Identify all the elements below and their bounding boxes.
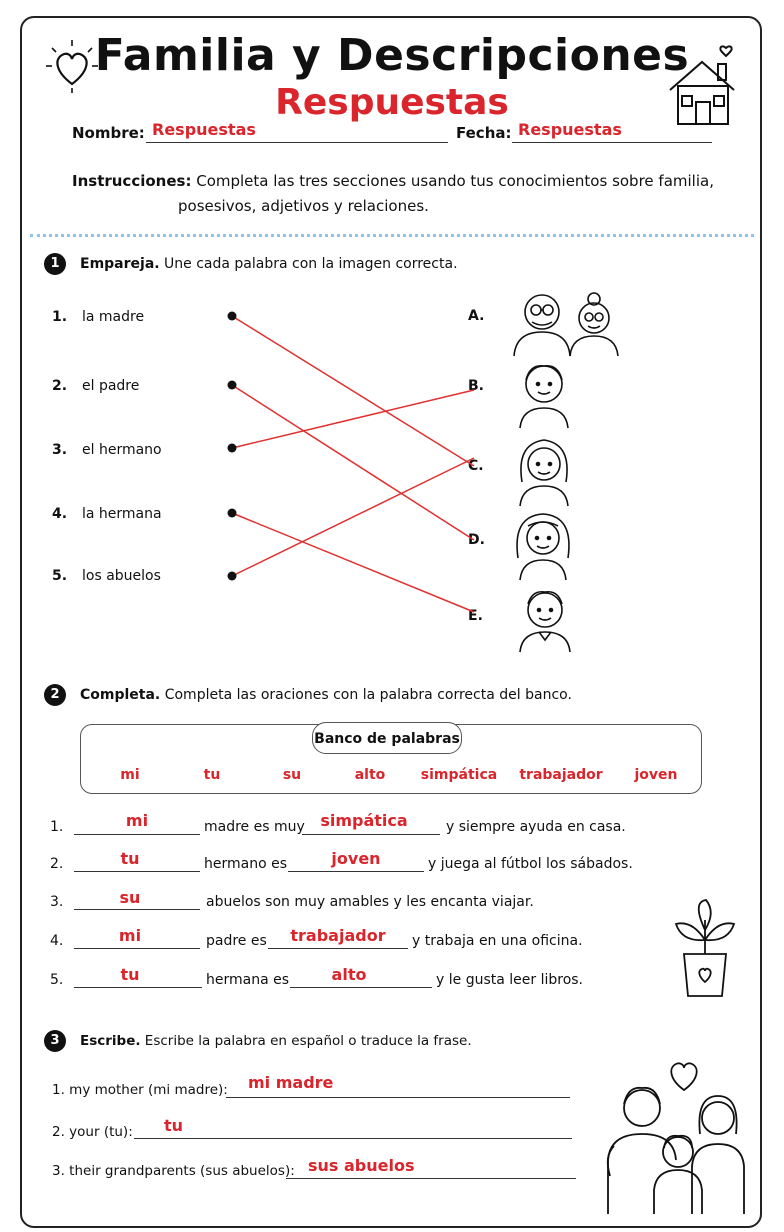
match-line-1 [232,316,474,466]
sentence-5-answer-1: tu [120,965,140,984]
family-illustration [600,1056,750,1216]
match-num-4: 4. [52,506,68,522]
section1-heading: Empareja. [80,256,160,272]
sentence-1-blank-1[interactable] [74,834,200,835]
match-word-3: el hermano [82,442,162,458]
match-num-1: 1. [52,309,68,325]
translate-blank-3[interactable] [286,1178,576,1179]
match-letter-d: D. [468,532,485,548]
sentence-1-text: madre es muy [204,819,305,835]
sentence-1-answer-2: simpática [320,811,408,830]
match-letter-c: C. [468,458,484,474]
match-line-3 [232,390,474,448]
sentence-2-blank-2[interactable] [288,871,424,872]
sentence-2-text: hermano es [204,856,288,872]
match-line-4 [232,513,474,612]
sentence-3-answer-1: su [119,888,141,907]
sentence-5-num: 5. [50,972,64,988]
bank-word-su: su [282,767,302,783]
section2-number: 2 [44,684,66,706]
sentence-1-end: y siempre ayuda en casa. [446,819,626,835]
sentence-3-blank-1[interactable] [74,909,200,910]
bank-word-joven: joven [634,767,678,783]
match-num-2: 2. [52,378,68,394]
section1-number: 1 [44,253,66,275]
sentence-1-answer-1: mi [125,811,149,830]
sentence-4-num: 4. [50,933,64,949]
match-word-5: los abuelos [82,568,161,584]
translate-answer-2: tu [164,1116,184,1135]
section3-heading: Escribe. [80,1033,141,1049]
bank-word-trabajador: trabajador [519,767,603,783]
match-letter-e: E. [468,608,483,624]
sentence-3-text: abuelos son muy amables y les encanta viajar. [206,894,534,910]
date-label: Fecha: [456,124,512,142]
sentence-2-num: 2. [50,856,64,872]
sentence-5-blank-1[interactable] [74,987,202,988]
match-dot-5[interactable] [228,572,237,581]
section2-heading: Completa. [80,687,161,703]
section3-description: Escribe la palabra en español o traduce la frase. [144,1033,472,1049]
word-bank-title: Banco de palabras [312,722,462,754]
sentence-4-end: y trabaja en una oficina. [412,933,583,949]
bank-word-simpatica: simpática [420,767,498,783]
sentence-5-text: hermana es [206,972,290,988]
bank-word-mi: mi [120,767,140,783]
name-label: Nombre: [72,124,145,142]
sentence-2-end: y juega al fútbol los sábados. [428,856,633,872]
mother-icon [512,434,576,508]
match-word-2: el padre [82,378,140,394]
translate-prompt-3: 3. their grandparents (sus abuelos): [52,1163,295,1179]
match-word-4: la hermana [82,506,162,522]
match-dot-2[interactable] [228,381,237,390]
match-num-5: 5. [52,568,68,584]
sentence-3-num: 3. [50,894,64,910]
sentence-2-answer-2: joven [331,849,381,868]
sentence-4-blank-1[interactable] [74,948,200,949]
sentence-4-answer-1: mi [118,926,142,945]
sentence-5-answer-2: alto [331,965,367,984]
sentence-5-blank-2[interactable] [290,987,432,988]
date-value: Respuestas [518,120,622,139]
section1-description: Une cada palabra con la imagen correcta. [164,256,458,272]
father-icon [514,582,576,654]
instructions-line2: posesivos, adjetivos y relaciones. [178,197,429,215]
sentence-4-blank-2[interactable] [268,948,408,949]
match-letter-b: B. [468,378,484,394]
plant-icon [670,896,740,1000]
match-letter-a: A. [468,308,485,324]
boy-icon [514,358,574,430]
grandparents-icon [508,286,620,358]
page-title: Familia y Descripciones [94,30,690,81]
instructions-label: Instrucciones: [72,172,192,190]
sentence-2-answer-1: tu [120,849,140,868]
match-dot-3[interactable] [228,444,237,453]
sentence-2-blank-1[interactable] [74,871,200,872]
section3-header [80,1033,472,1049]
bank-word-alto: alto [354,767,386,783]
match-num-3: 3. [52,442,68,458]
name-value: Respuestas [152,120,256,139]
match-dot-1[interactable] [228,312,237,321]
match-word-1: la madre [82,309,145,325]
sentence-1-num: 1. [50,819,64,835]
sister-icon [510,508,576,582]
sentence-5-end: y le gusta leer libros. [436,972,584,988]
section2-header [80,687,572,703]
match-dot-4[interactable] [228,509,237,518]
section2-description: Completa las oraciones con la palabra correcta del banco. [164,687,572,703]
sentence-4-text: padre es [206,933,267,949]
translate-answer-1: mi madre [248,1073,334,1092]
translate-answer-3: sus abuelos [308,1156,415,1175]
translate-blank-1[interactable] [226,1097,570,1098]
translate-blank-2[interactable] [134,1138,572,1139]
translate-prompt-2: 2. your (tu): [52,1124,133,1140]
sentence-1-blank-2[interactable] [302,834,440,835]
instructions-line1: Completa las tres secciones usando tus conocimientos sobre familia, [196,172,714,190]
bank-word-tu: tu [203,767,221,783]
section3-number: 3 [44,1030,66,1052]
sentence-4-answer-2: trabajador [290,926,386,945]
page-subtitle: Respuestas [275,82,509,123]
translate-prompt-1: 1. my mother (mi madre): [52,1082,228,1098]
